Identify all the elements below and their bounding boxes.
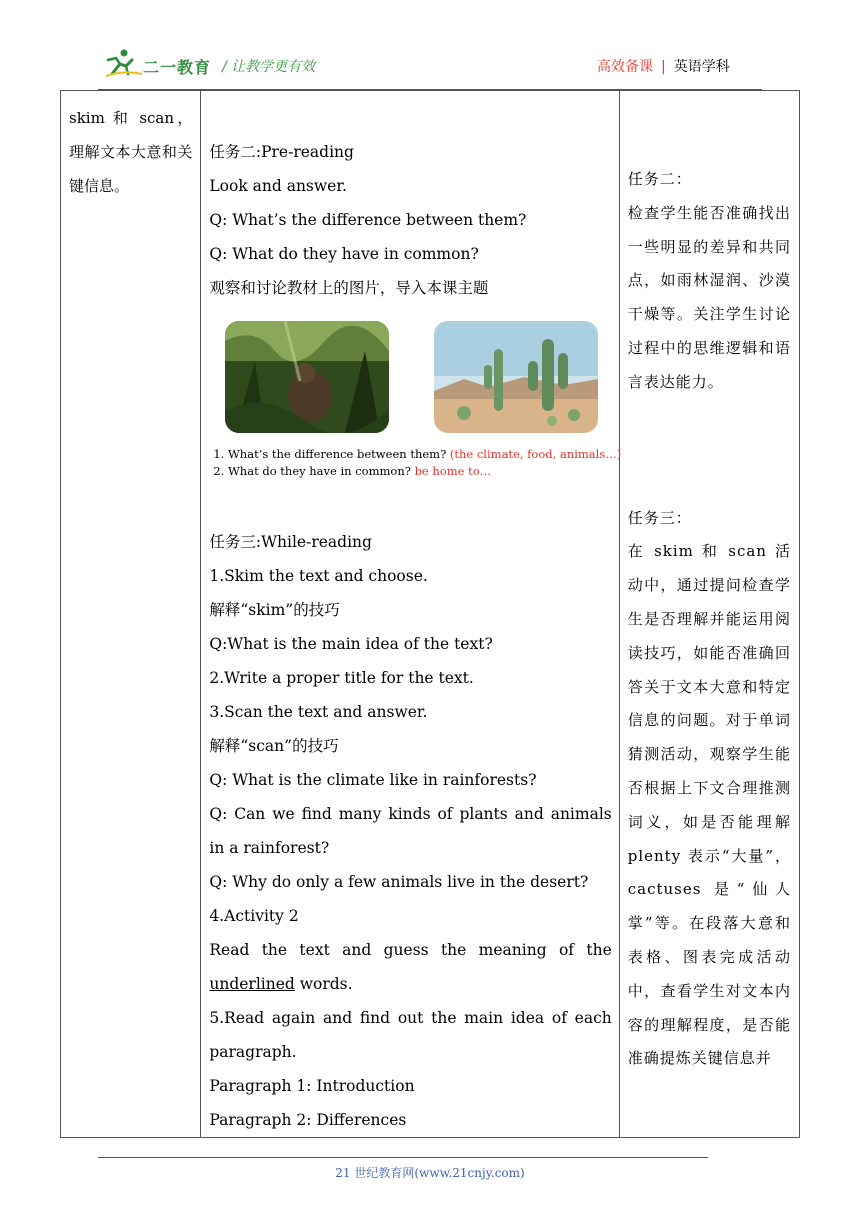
activity-cell — [201, 91, 622, 1138]
objective-cell — [61, 91, 201, 1138]
task3-step-2: 2.Write a proper title for the text. — [209, 669, 474, 687]
task2-question-2: Q: What do they have in common? — [209, 245, 479, 263]
task3-step-3: 3.Scan the text and answer. — [209, 703, 428, 721]
rainforest-image — [225, 321, 389, 433]
task3-scan-tip: 解释“scan”的技巧 — [209, 737, 339, 755]
task3-skim-tip: 解释“skim”的技巧 — [209, 601, 340, 619]
header-right — [597, 56, 730, 76]
task2-note: 观察和讨论教材上的图片，导入本课主题 — [209, 279, 489, 297]
assessment-task3-label: 任务三： — [627, 508, 692, 527]
objective-text: skim 和 scan，理解文本大意和关键信息。 — [69, 109, 193, 195]
task3-question-plants: Q: Can we find many kinds of plants and animals in a rainforest? — [209, 805, 612, 857]
guess-words-part-a: Read the text and guess the meaning of the — [209, 941, 612, 959]
table-row — [61, 91, 800, 1138]
caption-answer-2: be home to… — [414, 464, 492, 478]
header-separator: | — [661, 59, 666, 75]
task3-step-1: 1.Skim the text and choose. — [209, 567, 428, 585]
task3-question-desert: Q: Why do only a few animals live in the desert? — [209, 873, 589, 891]
header-subject: 英语学科 — [673, 59, 730, 75]
task3-step-4: 4.Activity 2 — [209, 907, 299, 925]
image-caption-2 — [213, 463, 491, 479]
header-slogan: / 让教学更有效 — [222, 59, 316, 75]
task3-guess-words — [209, 933, 611, 1001]
caption-question-2: 2. What do they have in common? — [213, 464, 411, 478]
paragraph-1-label: Paragraph 1: Introduction — [209, 1077, 415, 1095]
paragraph-2-label: Paragraph 2: Differences — [209, 1111, 407, 1129]
page-footer: 21 世纪教育网(www.21cnjy.com) — [335, 1166, 525, 1180]
task3-title: 任务三:While-reading — [209, 533, 372, 551]
task3-question-main-idea: Q:What is the main idea of the text? — [209, 635, 493, 653]
task3-step-5: 5.Read again and find out the main idea of each paragraph. — [209, 1009, 612, 1061]
caption-answer-1: (the climate, food, animals…) — [449, 447, 622, 461]
assessment-task2-label: 任务二： — [627, 170, 692, 188]
guess-words-underlined: underlined — [209, 975, 295, 993]
guess-words-part-c: words. — [294, 975, 353, 993]
header-tag-prep: 高效备课 — [597, 59, 653, 75]
caption-question-1: 1. What’s the difference between them? — [213, 447, 447, 461]
task2-instruction: Look and answer. — [209, 177, 347, 195]
assessment-task2-text: 检查学生能否准确找出一些明显的差异和共同点，如雨林湿润、沙漠干燥等。关注学生讨论过程中的思维逻辑和语言表达能力。 — [627, 203, 791, 391]
task3-question-climate: Q: What is the climate like in rainforests? — [209, 771, 537, 789]
assessment-cell — [619, 91, 799, 1138]
task2-question-1: Q: What’s the difference between them? — [209, 211, 527, 229]
image-caption-1 — [213, 446, 621, 462]
footer-rule — [98, 1157, 708, 1158]
logo-text: 二一教育 — [143, 58, 212, 77]
task2-title: 任务二:Pre-reading — [209, 143, 354, 161]
assessment-task3-text: 在 skim 和 scan 活动中，通过提问检查学生是否理解并能运用阅读技巧，如能否准确回答关于文本大意和特定信息的问题。对于单词猜测活动，观察学生能否根据上下文合理推测词义，如是否能理解 plenty 表示“大量”，cactuses 是“仙人掌”等。在段落大意和表格、图表完成活动中，查看学生对文本内容的理解程度，是否能准确提炼关键信息并 — [627, 542, 791, 1068]
lesson-table — [60, 90, 800, 1138]
desert-image — [434, 321, 598, 433]
textbook-images — [209, 307, 622, 525]
page-header — [0, 0, 860, 90]
